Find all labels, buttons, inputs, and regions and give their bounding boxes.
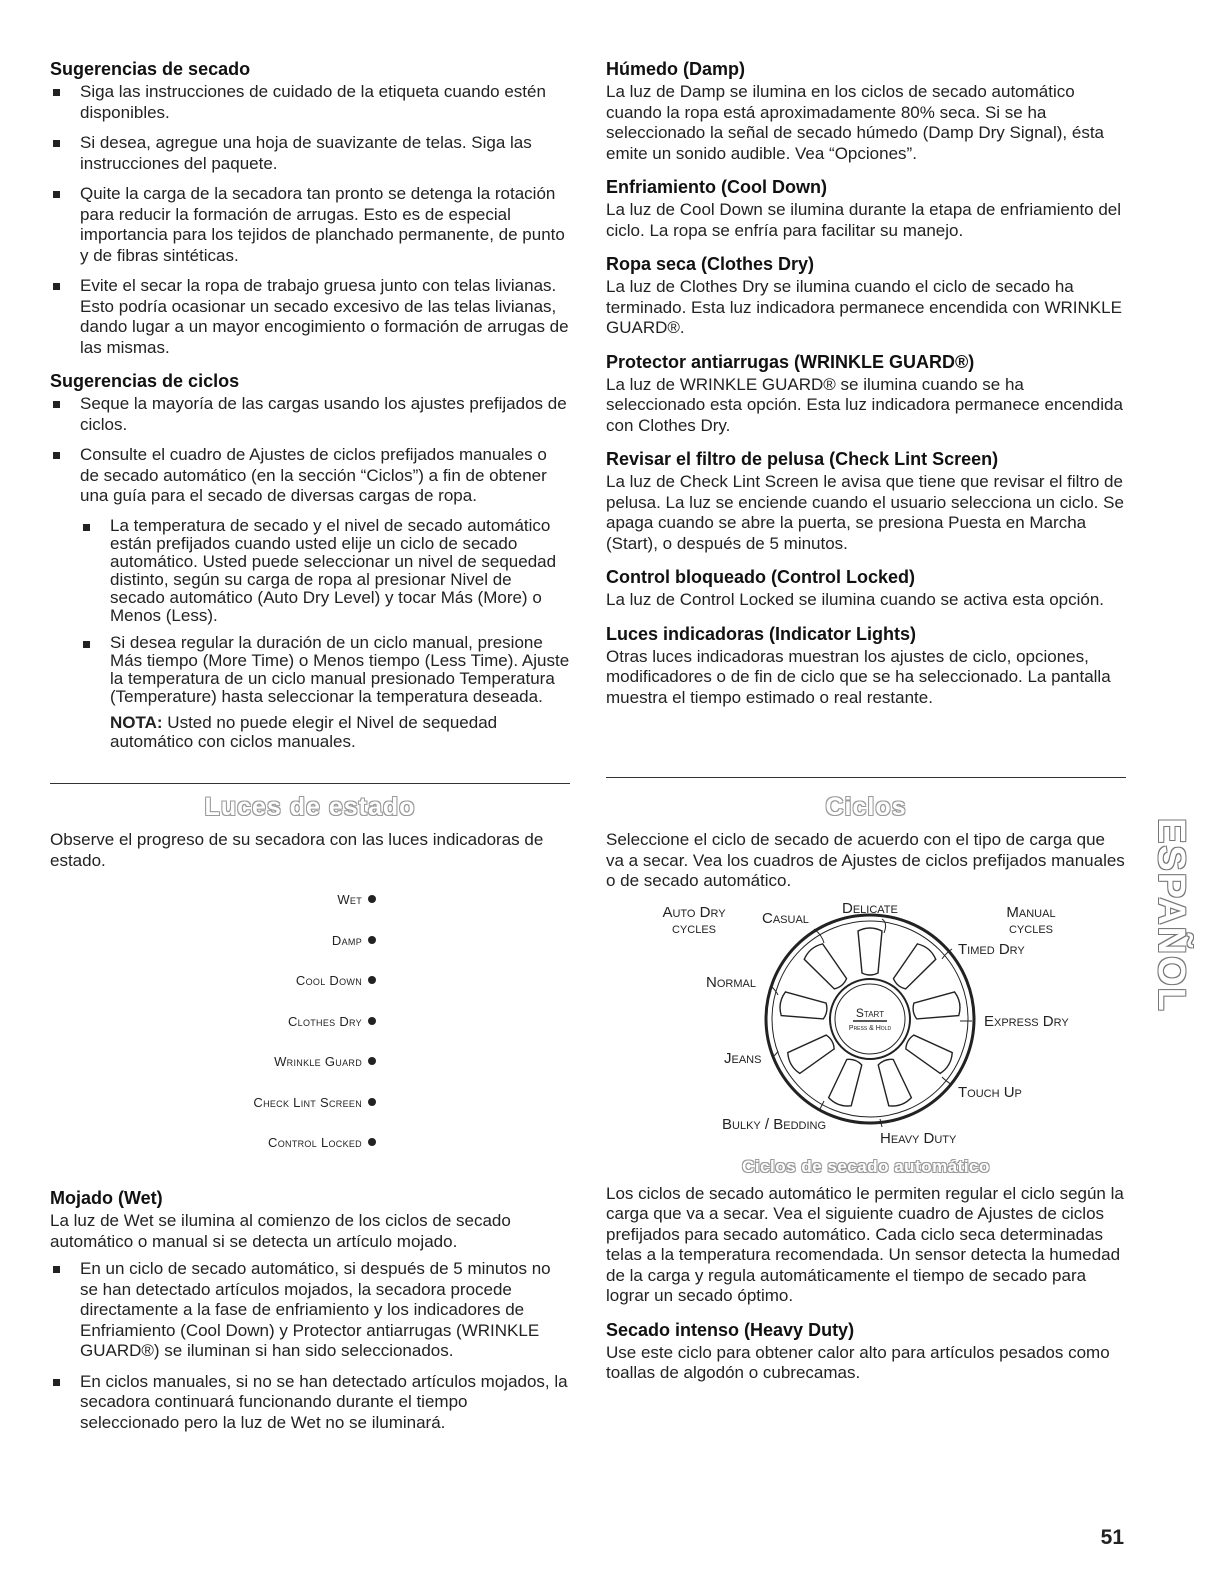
manual-line1: Manual bbox=[1006, 904, 1056, 921]
dial-label-jeans: Jeans bbox=[724, 1050, 762, 1067]
section-enfriamiento bbox=[606, 176, 1126, 241]
list-item: La temperatura de secado y el nivel de secado automático están prefijados cuando usted elije un ciclo de secado automático. Usted puede seleccionar un nivel de sequedad distinto, según su carga de ropa al presionar Nivel de secado automático (Auto Dry Level) y tocar Más (More) o Menos (Less). bbox=[80, 517, 570, 625]
list-item: Evite el secar la ropa de trabajo gruesa junto con telas livianas. Esto podría ocasionar un secado excesivo de las telas livianas, dando lugar a un mayor encogimiento o formación de arrugas de las mismas. bbox=[50, 276, 570, 358]
protector-text: La luz de WRINKLE GUARD® se ilumina cuando se ha seleccionado esta opción. Esta luz indicadora permanece encendida con Clothes Dry. bbox=[606, 374, 1123, 435]
heading-enfriamiento: Enfriamiento (Cool Down) bbox=[606, 177, 827, 197]
list-sugerencias-ciclos bbox=[50, 394, 570, 507]
heading-sugerencias-secado: Sugerencias de secado bbox=[50, 59, 251, 79]
list-item: En un ciclo de secado automático, si después de 5 minutos no se han detectado artículos mojados, la secadora procede directamente a la fase de enfriamiento y los indicadores de Enfriamiento (Cool Down) y Protector antiarrugas (WRINKLE GUARD®) se iluminan si han sido seleccionados. bbox=[50, 1259, 570, 1362]
indicator-dot-icon bbox=[368, 976, 376, 984]
heading-revisar-filtro: Revisar el filtro de pelusa (Check Lint Screen) bbox=[606, 449, 999, 469]
side-tab-label: ESPAÑOL bbox=[1150, 818, 1192, 1013]
section-protector bbox=[606, 351, 1126, 437]
section-ropa-seca bbox=[606, 253, 1126, 339]
enfriamiento-text: La luz de Cool Down se ilumina durante la etapa de enfriamiento del ciclo. La ropa se enfría para facilitar su manejo. bbox=[606, 200, 1122, 240]
heading-humedo: Húmedo (Damp) bbox=[606, 59, 745, 79]
status-light-label: Wet bbox=[337, 892, 362, 907]
auto-dry-line1: Auto Dry bbox=[662, 904, 726, 921]
list-item: Consulte el cuadro de Ajustes de ciclos prefijados manuales o de secado automático (en la sección “Ciclos”) a fin de obtener una guía para el secado de diversas cargas de ropa. bbox=[50, 445, 570, 507]
list-mojado bbox=[50, 1259, 570, 1433]
nota-text: Usted no puede elegir el Nivel de sequedad automático con ciclos manuales. bbox=[110, 712, 498, 751]
section-sugerencias-ciclos bbox=[50, 370, 570, 751]
heading-luces-de-estado: Luces de estado bbox=[204, 793, 416, 821]
heading-ropa-seca: Ropa seca (Clothes Dry) bbox=[606, 254, 815, 274]
list-item: En ciclos manuales, si no se han detectado artículos mojados, la secadora continuará funcionando durante el tiempo seleccionado pero la luz de Wet no se iluminará. bbox=[50, 1372, 570, 1434]
section-mojado bbox=[50, 1187, 570, 1443]
list-item: Seque la mayoría de las cargas usando los ajustes prefijados de ciclos. bbox=[50, 394, 570, 435]
heading-luces-indicadoras: Luces indicadoras (Indicator Lights) bbox=[606, 623, 917, 644]
heading-ciclos: Ciclos bbox=[825, 793, 907, 821]
section-control-bloqueado bbox=[606, 566, 1126, 611]
dial-label-auto-dry bbox=[654, 905, 734, 937]
ropa-seca-text: La luz de Clothes Dry se ilumina cuando el ciclo de secado ha terminado. Esta luz indicadora permanece encendida con WRINKLE GUARD®. bbox=[606, 277, 1122, 337]
status-light-damp bbox=[332, 931, 376, 951]
section-humedo bbox=[606, 58, 1126, 164]
dial-label-express-dry: Express Dry bbox=[984, 1013, 1069, 1030]
section-revisar-filtro bbox=[606, 448, 1126, 554]
status-light-check-lint-screen bbox=[253, 1093, 376, 1113]
status-light-label: Damp bbox=[331, 933, 362, 948]
heading-secado-intenso: Secado intenso (Heavy Duty) bbox=[606, 1319, 855, 1340]
dial-label-manual bbox=[996, 905, 1066, 937]
section-luces-de-estado bbox=[50, 793, 570, 871]
section-luces-indicadoras bbox=[606, 623, 1126, 709]
indicator-dot-icon bbox=[368, 1057, 376, 1065]
list-item: Si desea regular la duración de un ciclo manual, presione Más tiempo (More Time) o Menos tiempo (Less Time). Ajuste la temperatura de un ciclo manual presionado Temperatura (Temperature) hasta seleccionar la temperatura deseada. bbox=[80, 634, 570, 706]
heading-ciclos-secado-automatico: Ciclos de secado automático bbox=[742, 1157, 990, 1176]
dial-label-touch-up: Touch Up bbox=[958, 1084, 1022, 1101]
status-light-label: Check Lint Screen bbox=[253, 1095, 362, 1110]
auto-dry-line2: cycles bbox=[671, 920, 717, 937]
dial-label-normal: Normal bbox=[706, 974, 756, 991]
heading-sugerencias-ciclos: Sugerencias de ciclos bbox=[50, 371, 240, 391]
left-column bbox=[50, 58, 570, 763]
indicator-dot-icon bbox=[368, 1138, 376, 1146]
dial-start-button-label: Start bbox=[855, 1006, 885, 1020]
indicator-dot-icon bbox=[368, 1017, 376, 1025]
divider-left bbox=[50, 783, 570, 784]
right-column bbox=[606, 58, 1126, 720]
divider-right bbox=[606, 777, 1126, 778]
ciclos-intro: Seleccione el ciclo de secado de acuerdo con el tipo de carga que va a secar. Vea los cuadros de Ajustes de ciclos prefijados manuales o de secado automático. bbox=[606, 830, 1125, 890]
section-ciclos bbox=[606, 793, 1126, 892]
status-light-wet bbox=[337, 890, 376, 910]
status-light-label: Clothes Dry bbox=[287, 1014, 362, 1029]
control-bloqueado-text: La luz de Control Locked se ilumina cuando se activa esta opción. bbox=[606, 590, 1105, 609]
status-light-label: Wrinkle Guard bbox=[274, 1054, 362, 1069]
indicator-dot-icon bbox=[368, 895, 376, 903]
section-sugerencias-secado bbox=[50, 58, 570, 358]
dial-label-bulky: Bulky / Bedding bbox=[722, 1116, 827, 1133]
luces-indicadoras-text: Otras luces indicadoras muestran los ajustes de ciclo, opciones, modificadores o de fin de ciclo que se ha seleccionado. La pantalla muestra el tiempo estimado o real restante. bbox=[606, 646, 1111, 707]
status-light-label: Control Locked bbox=[268, 1135, 362, 1150]
nota bbox=[50, 713, 570, 751]
indicator-dot-icon bbox=[368, 936, 376, 944]
status-light-wrinkle-guard bbox=[274, 1052, 376, 1072]
status-light-label: Cool Down bbox=[295, 973, 362, 988]
dial-label-casual: Casual bbox=[762, 910, 809, 927]
auto-dry-text: Los ciclos de secado automático le permiten regular el ciclo según la carga que va a secar. Vea el siguiente cuadro de Ajustes de ciclos prefijados para secado automático. Cada ciclo seca determinadas telas a la temperatura recomendada. Un sensor detecta la humedad de la carga y regula automáticamente el tiempo de secado para lograr un secado óptimo. bbox=[606, 1183, 1124, 1305]
dial-label-delicate: Delicate bbox=[842, 900, 898, 917]
status-lights-panel bbox=[200, 890, 376, 1160]
status-light-clothes-dry bbox=[288, 1012, 376, 1032]
list-item: Si desea, agregue una hoja de suavizante de telas. Siga las instrucciones del paquete. bbox=[50, 133, 570, 174]
nota-label: NOTA: bbox=[110, 712, 163, 732]
list-item: Siga las instrucciones de cuidado de la etiqueta cuando estén disponibles. bbox=[50, 82, 570, 123]
luces-intro: Observe el progreso de su secadora con las luces indicadoras de estado. bbox=[50, 830, 544, 870]
language-side-tab bbox=[1150, 818, 1194, 1058]
dial-press-hold-label: Press & Hold bbox=[848, 1025, 892, 1032]
heading-mojado: Mojado (Wet) bbox=[50, 1188, 163, 1208]
status-light-control-locked bbox=[268, 1133, 376, 1153]
revisar-filtro-text: La luz de Check Lint Screen le avisa que tiene que revisar el filtro de pelusa. La luz se enciende cuando el usuario selecciona un ciclo. Se apaga cuando se abre la puerta, se presiona Puesta en Marcha (Start), o después de 5 minutos. bbox=[606, 472, 1124, 553]
mojado-text: La luz de Wet se ilumina al comienzo de los ciclos de secado automático o manual si se detecta un artículo mojado. bbox=[50, 1211, 511, 1251]
sublist-sugerencias-ciclos bbox=[80, 517, 570, 706]
heading-protector: Protector antiarrugas (WRINKLE GUARD®) bbox=[606, 351, 975, 372]
status-light-cool-down bbox=[296, 971, 376, 991]
dial-label-timed-dry: Timed Dry bbox=[958, 941, 1025, 958]
manual-line2: cycles bbox=[1008, 920, 1054, 937]
secado-intenso-text: Use este ciclo para obtener calor alto para artículos pesados como toallas de algodón o cubrecamas. bbox=[606, 1342, 1110, 1382]
heading-control-bloqueado: Control bloqueado (Control Locked) bbox=[606, 567, 915, 587]
section-auto-dry bbox=[606, 1157, 1126, 1384]
page-number: 51 bbox=[1100, 1526, 1124, 1549]
list-item: Quite la carga de la secadora tan pronto se detenga la rotación para reducir la formación de arrugas. Esto es de especial importancia para los tejidos de planchado permanente, de punto y de fibras sintéticas. bbox=[50, 184, 570, 266]
cycle-dial-diagram bbox=[606, 895, 1126, 1155]
indicator-dot-icon bbox=[368, 1098, 376, 1106]
humedo-text: La luz de Damp se ilumina en los ciclos de secado automático cuando la ropa está aproximadamente 80% seca. Si se ha seleccionado la señal de secado húmedo (Damp Dry Signal), ésta emite un sonido audible. Vea “Opciones”. bbox=[606, 82, 1104, 163]
list-sugerencias-secado bbox=[50, 82, 570, 358]
dial-label-heavy-duty: Heavy Duty bbox=[880, 1130, 957, 1147]
